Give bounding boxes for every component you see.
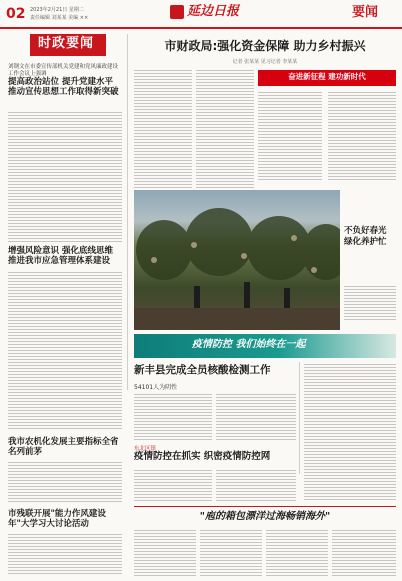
flag-emblem-icon: [170, 5, 184, 19]
kicker-1: 刘钢文在市委宣传部机关党建和党风廉政建设工作会议上强调: [8, 64, 119, 78]
column-box: [8, 34, 122, 577]
middle-headline-2: 疫情防控在抓实 织密疫情防控网: [134, 451, 271, 462]
epidemic-banner: [134, 334, 396, 358]
middle-divider: [299, 362, 300, 474]
column-title-banner: [30, 34, 106, 56]
middle-subline: 54101人为阴性: [134, 384, 178, 391]
photo1-caption-box: [344, 190, 396, 330]
middle-headline: 新丰县完成全员核酸检测工作: [134, 364, 271, 376]
bottom-headline: "庖的箱包漂洋过海畅销海外": [199, 511, 331, 522]
main-body-col3: [258, 92, 322, 182]
bottom-rule: [134, 506, 396, 507]
middle-body-2: [216, 394, 296, 440]
photo1-caption-title: 不负好春光 绿化养护忙: [344, 226, 387, 248]
bottom-body-1: [134, 530, 196, 576]
article-3-body: [8, 462, 122, 504]
headline-3: 我市农机化发展主要指标全省名列前茅: [8, 437, 119, 457]
middle-body-4: [216, 470, 296, 502]
article-4-body: [8, 534, 122, 574]
headline-1: 提高政治站位 提升党建水平 推动宣传思想工作取得新突破: [8, 77, 119, 97]
photo-greening: [134, 190, 340, 330]
column-divider: [127, 34, 128, 390]
editor-line: 责任编辑 刘某某 美编 ××: [30, 15, 89, 21]
bottom-body-4: [332, 530, 396, 576]
main-byline: 记者 张某某 见习记者 李某某: [232, 59, 298, 65]
article-2-body: [8, 272, 122, 430]
article-1-body: [8, 112, 122, 242]
date-line: 2023年2月21日 星期二: [30, 7, 84, 13]
page-header: [0, 0, 402, 32]
main-banner: [258, 70, 396, 86]
photo1-caption-body: [344, 286, 396, 322]
section-title: 要闻: [352, 5, 379, 20]
headline-4: 市残联开展"能力作风建设年"大学习大讨论活动: [8, 509, 106, 529]
epidemic-banner-text: 疫情防控 我们始终在一起: [192, 339, 306, 350]
headline-2: 增强风险意识 强化底线思维 推进我市应急管理体系建设: [8, 246, 113, 266]
page-number: 02: [6, 6, 26, 22]
header-rule: [0, 27, 402, 29]
masthead-logo: [170, 2, 250, 24]
main-headline: 市财政局:强化资金保障 助力乡村振兴: [164, 39, 366, 53]
middle-body-1: [134, 394, 212, 440]
main-banner-text: 奋进新征程 建功新时代: [288, 72, 366, 81]
masthead-title: 延边日报: [187, 4, 240, 19]
main-body-col4: [328, 92, 396, 182]
bottom-body-2: [200, 530, 262, 576]
middle-kicker: 东北区镇: [134, 446, 157, 452]
column-title: 时政要闻: [38, 36, 95, 51]
bottom-body-3: [266, 530, 328, 576]
middle-body-3: [134, 470, 212, 502]
right-body-1: [304, 364, 396, 500]
